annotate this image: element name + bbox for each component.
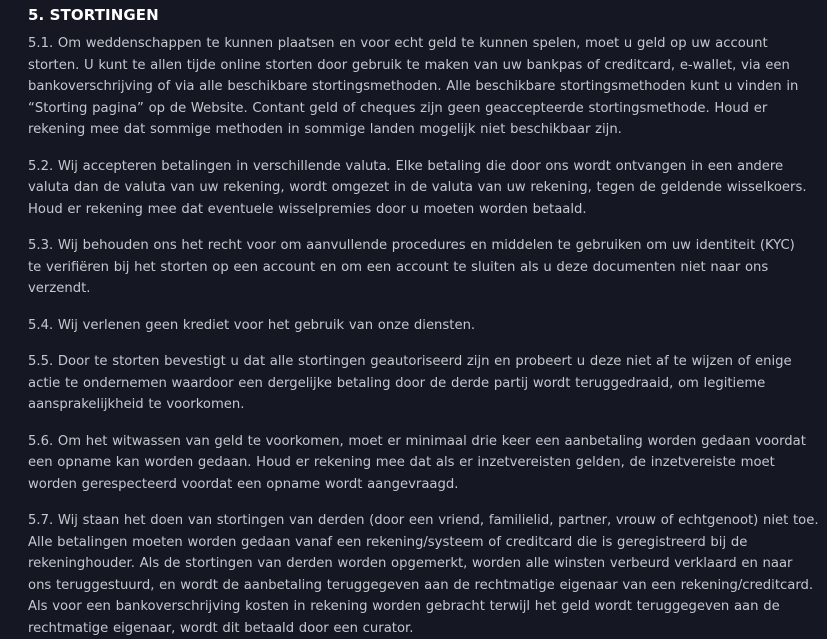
paragraph-5-5: [28, 351, 815, 416]
paragraph-5-7: [28, 510, 815, 639]
paragraph-line: rekening mee dat sommige methoden in sommige landen mogelijk niet beschikbaar zijn.: [28, 119, 815, 141]
paragraph-5-6: [28, 431, 815, 496]
paragraph-line: 5.6. Om het witwassen van geld te voorkomen, moet er minimaal drie keer een aanbetaling worden gedaan voordat: [28, 431, 815, 453]
paragraph-line: Alle betalingen moeten worden gedaan vanaf een rekening/systeem of creditcard die is geregistreerd bij de: [28, 532, 815, 554]
paragraph-line: aansprakelijkheid te voorkomen.: [28, 394, 815, 416]
paragraph-5-2: [28, 156, 815, 221]
paragraph-line: 5.2. Wij accepteren betalingen in verschillende valuta. Elke betaling die door ons wordt ontvangen in een andere: [28, 156, 815, 178]
paragraph-line: rechtmatige eigenaar, wordt dit betaald door een curator.: [28, 618, 815, 639]
paragraph-line: 5.3. Wij behouden ons het recht voor om aanvullende procedures en middelen te gebruiken om uw identiteit (KYC): [28, 235, 815, 257]
paragraph-5-4: [28, 315, 815, 337]
paragraph-5-1: [28, 33, 815, 141]
paragraph-line: te verifiëren bij het storten op een account en om een account te sluiten als u deze documenten niet naar ons: [28, 257, 815, 279]
section-title: 5. STORTINGEN: [28, 4, 815, 26]
paragraph-line: actie te ondernemen waardoor een dergelijke betaling door de derde partij wordt teruggedraaid, om legitieme: [28, 373, 815, 395]
paragraph-line: bankoverschrijving of via alle beschikbare stortingsmethoden. Alle beschikbare stortingsmethoden kunt u vinden in: [28, 76, 815, 98]
paragraph-line: verzendt.: [28, 278, 815, 300]
paragraph-line: worden gerespecteerd voordat een opname wordt aangevraagd.: [28, 474, 815, 496]
paragraph-line: “Storting pagina” op de Website. Contant geld of cheques zijn geen geaccepteerde stortingsmethode. Houd er: [28, 98, 815, 120]
paragraph-line: ons teruggestuurd, en wordt de aanbetaling teruggegeven aan de rechtmatige eigenaar van een rekening/creditcard.: [28, 575, 815, 597]
paragraph-line: 5.4. Wij verlenen geen krediet voor het gebruik van onze diensten.: [28, 315, 815, 337]
paragraph-line: 5.1. Om weddenschappen te kunnen plaatsen en voor echt geld te kunnen spelen, moet u geld op uw account: [28, 33, 815, 55]
paragraph-line: Houd er rekening mee dat eventuele wisselpremies door u moeten worden betaald.: [28, 199, 815, 221]
paragraph-line: Als voor een bankoverschrijving kosten in rekening worden gebracht terwijl het geld wordt teruggegeven aan de: [28, 596, 815, 618]
paragraph-line: 5.7. Wij staan het doen van stortingen van derden (door een vriend, familielid, partner, vrouw of echtgenoot) niet toe.: [28, 510, 815, 532]
paragraph-line: een opname kan worden gedaan. Houd er rekening mee dat als er inzetvereisten gelden, de inzetvereiste moet: [28, 452, 815, 474]
paragraph-line: storten. U kunt te allen tijde online storten door gebruik te maken van uw bankpas of creditcard, e-wallet, via een: [28, 55, 815, 77]
section-body: [28, 33, 815, 639]
paragraph-5-3: [28, 235, 815, 300]
paragraph-line: rekeninghouder. Als de stortingen van derden worden opgemerkt, worden alle winsten verbeurd verklaard en naar: [28, 553, 815, 575]
paragraph-line: 5.5. Door te storten bevestigt u dat alle stortingen geautoriseerd zijn en probeert u deze niet af te wijzen of enige: [28, 351, 815, 373]
paragraph-line: valuta dan de valuta van uw rekening, wordt omgezet in de valuta van uw rekening, tegen de geldende wisselkoers.: [28, 177, 815, 199]
